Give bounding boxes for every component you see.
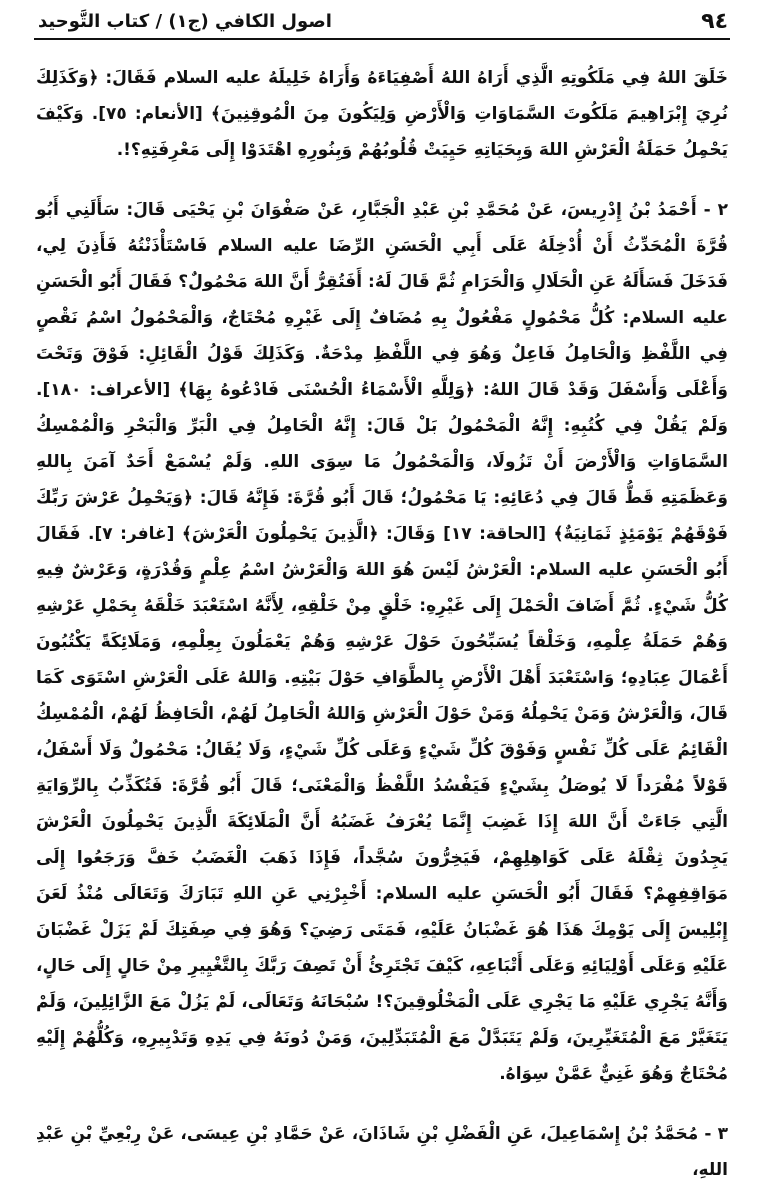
hadith-3: ٣ - مُحَمَّدُ بْنُ إِسْمَاعِيلَ، عَنِ الْفَضْلِ بْنِ شَاذَانَ، عَنْ حَمَّادِ بْنِ عِيسَى، عَنْ رِبْعِيِّ بْنِ عَبْدِ اللهِ، — [36, 1124, 728, 1180]
paragraph-continuation: خَلَقَ اللهُ فِي مَلَكُوتِهِ الَّذِي أَرَاهُ اللهُ أَصْفِيَاءَهُ وَأَرَاهُ خَلِيلَهُ عليه السلام فَقَالَ: ﴿وَكَذَلِكَ نُرِيَ إِبْرَاهِيمَ مَلَكُوتَ السَّمَاوَاتِ وَالْأَرْضِ وَلِيَكُونَ مِنَ الْمُوقِنِينَ﴾ [الأنعام: ٧٥]. وَكَيْفَ يَحْمِلُ حَمَلَةُ الْعَرْشِ اللهَ وَبِحَيَاتِهِ حَيِيَتْ قُلُوبُهُمْ وَبِنُورِهِ اهْتَدَوْا إِلَى مَعْرِفَتِهِ؟!. — [36, 68, 728, 160]
page-number: ٩٤ — [701, 8, 728, 34]
page-body — [36, 60, 728, 1188]
header-rule — [34, 38, 730, 40]
page-header — [38, 6, 728, 36]
hadith-2: ٢ - أَحْمَدُ بْنُ إِدْرِيسَ، عَنْ مُحَمَّدِ بْنِ عَبْدِ الْجَبَّارِ، عَنْ صَفْوَانَ بْنِ يَحْيَى قَالَ: سَأَلَنِي أَبُو قُرَّةَ الْمُحَدِّثُ أَنْ أُدْخِلَهُ عَلَى أَبِي الْحَسَنِ الرِّضَا عليه السلام فَاسْتَأْذَنْتُهُ فَأَذِنَ لِي، فَدَخَلَ فَسَأَلَهُ عَنِ الْحَلَالِ وَالْحَرَامِ ثُمَّ قَالَ لَهُ: أَفَتُقِرُّ أَنَّ اللهَ مَحْمُولٌ؟ فَقَالَ أَبُو الْحَسَنِ عليه السلام: كُلُّ مَحْمُولٍ مَفْعُولٌ بِهِ مُضَافٌ إِلَى غَيْرِهِ مُحْتَاجٌ، وَالْمَحْمُولُ اسْمُ نَقْصٍ فِي اللَّفْظِ وَالْحَامِلُ فَاعِلٌ وَهُوَ فِي اللَّفْظِ مِدْحَةٌ. وَكَذَلِكَ قَوْلُ الْقَائِلِ: فَوْقَ وَتَحْتَ وَأَعْلَى وَأَسْفَلَ وَقَدْ قَالَ اللهُ: ﴿وَلِلَّهِ الْأَسْمَاءُ الْحُسْنَى فَادْعُوهُ بِهَا﴾ [الأعراف: ١٨٠]. وَلَمْ يَقُلْ فِي كُتُبِهِ: إِنَّهُ الْمَحْمُولُ بَلْ قَالَ: إِنَّهُ الْحَامِلُ فِي الْبَرِّ وَالْبَحْرِ وَالْمُمْسِكُ السَّمَاوَاتِ وَالْأَرْضَ أَنْ تَزُولَا، وَالْمَحْمُولُ مَا سِوَى اللهِ. وَلَمْ يُسْمَعْ أَحَدٌ آمَنَ بِاللهِ وَعَظَمَتِهِ قَطُّ قَالَ فِي دُعَائِهِ: يَا مَحْمُولُ؛ قَالَ أَبُو قُرَّةَ: فَإِنَّهُ قَالَ: ﴿وَيَحْمِلُ عَرْشَ رَبِّكَ فَوْقَهُمْ يَوْمَئِذٍ ثَمَانِيَةٌ﴾ [الحاقة: ١٧] وَقَالَ: ﴿الَّذِينَ يَحْمِلُونَ الْعَرْشَ﴾ [غافر: ٧]. فَقَالَ أَبُو الْحَسَنِ عليه السلام: الْعَرْشُ لَيْسَ هُوَ اللهَ وَالْعَرْشُ اسْمُ عِلْمٍ وَقُدْرَةٍ، وَعَرْشٌ فِيهِ كُلُّ شَيْءٍ. ثُمَّ أَضَافَ الْحَمْلَ إِلَى غَيْرِهِ: خَلْقٍ مِنْ خَلْقِهِ، لِأَنَّهُ اسْتَعْبَدَ خَلْقَهُ بِحَمْلِ عَرْشِهِ وَهُمْ حَمَلَةُ عِلْمِهِ، وَخَلْقاً يُسَبِّحُونَ حَوْلَ عَرْشِهِ وَهُمْ يَعْمَلُونَ بِعِلْمِهِ، وَمَلَائِكَةً يَكْتُبُونَ أَعْمَالَ عِبَادِهِ؛ وَاسْتَعْبَدَ أَهْلَ الْأَرْضِ بِالطَّوَافِ حَوْلَ بَيْتِهِ. وَاللهُ عَلَى الْعَرْشِ اسْتَوَى كَمَا قَالَ، وَالْعَرْشُ وَمَنْ يَحْمِلُهُ وَمَنْ حَوْلَ الْعَرْشِ وَاللهُ الْحَامِلُ لَهُمْ، الْحَافِظُ لَهُمْ، الْمُمْسِكُ الْقَائِمُ عَلَى كُلِّ نَفْسٍ وَفَوْقَ كُلِّ شَيْءٍ وَعَلَى كُلِّ شَيْءٍ، وَلَا يُقَالُ: مَحْمُولٌ وَلَا أَسْفَلُ، قَوْلاً مُفْرَداً لَا يُوصَلُ بِشَيْءٍ فَيَفْسُدُ اللَّفْظُ وَالْمَعْنَى؛ قَالَ أَبُو قُرَّةَ: فَتُكَذِّبُ بِالرِّوَايَةِ الَّتِي جَاءَتْ أَنَّ اللهَ إِذَا غَضِبَ إِنَّمَا يُعْرَفُ غَضَبُهُ أَنَّ الْمَلَائِكَةَ الَّذِينَ يَحْمِلُونَ الْعَرْشَ يَجِدُونَ ثِقْلَهُ عَلَى كَوَاهِلِهِمْ، فَيَخِرُّونَ سُجَّداً، فَإِذَا ذَهَبَ الْغَضَبُ خَفَّ وَرَجَعُوا إِلَى مَوَاقِفِهِمْ؟ فَقَالَ أَبُو الْحَسَنِ عليه السلام: أَخْبِرْنِي عَنِ اللهِ تَبَارَكَ وَتَعَالَى مُنْذُ لَعَنَ إِبْلِيسَ إِلَى يَوْمِكَ هَذَا هُوَ غَضْبَانُ عَلَيْهِ، فَمَتَى رَضِيَ؟ وَهُوَ فِي صِفَتِكَ لَمْ يَزَلْ غَضْبَانَ عَلَيْهِ وَعَلَى أَوْلِيَائِهِ وَعَلَى أَتْبَاعِهِ، كَيْفَ تَجْتَرِئُ أَنْ تَصِفَ رَبَّكَ بِالتَّغْيِيرِ مِنْ حَالٍ إِلَى حَالٍ، وَأَنَّهُ يَجْرِي عَلَيْهِ مَا يَجْرِي عَلَى الْمَخْلُوقِينَ؟! سُبْحَانَهُ وَتَعَالَى، لَمْ يَزُلْ مَعَ الزَّائِلِينَ، وَلَمْ يَتَغَيَّرْ مَعَ الْمُتَغَيِّرِينَ، وَلَمْ يَتَبَدَّلْ مَعَ الْمُتَبَدِّلِينَ، وَمَنْ دُونَهُ فِي يَدِهِ وَتَدْبِيرِهِ، وَكُلُّهُمْ إِلَيْهِ مُحْتَاجٌ وَهُوَ غَنِيٌّ عَمَّنْ سِوَاهُ. — [36, 200, 729, 1084]
running-title: اصول الكافي (ج١) / كتاب التَّوحيد — [38, 10, 332, 32]
